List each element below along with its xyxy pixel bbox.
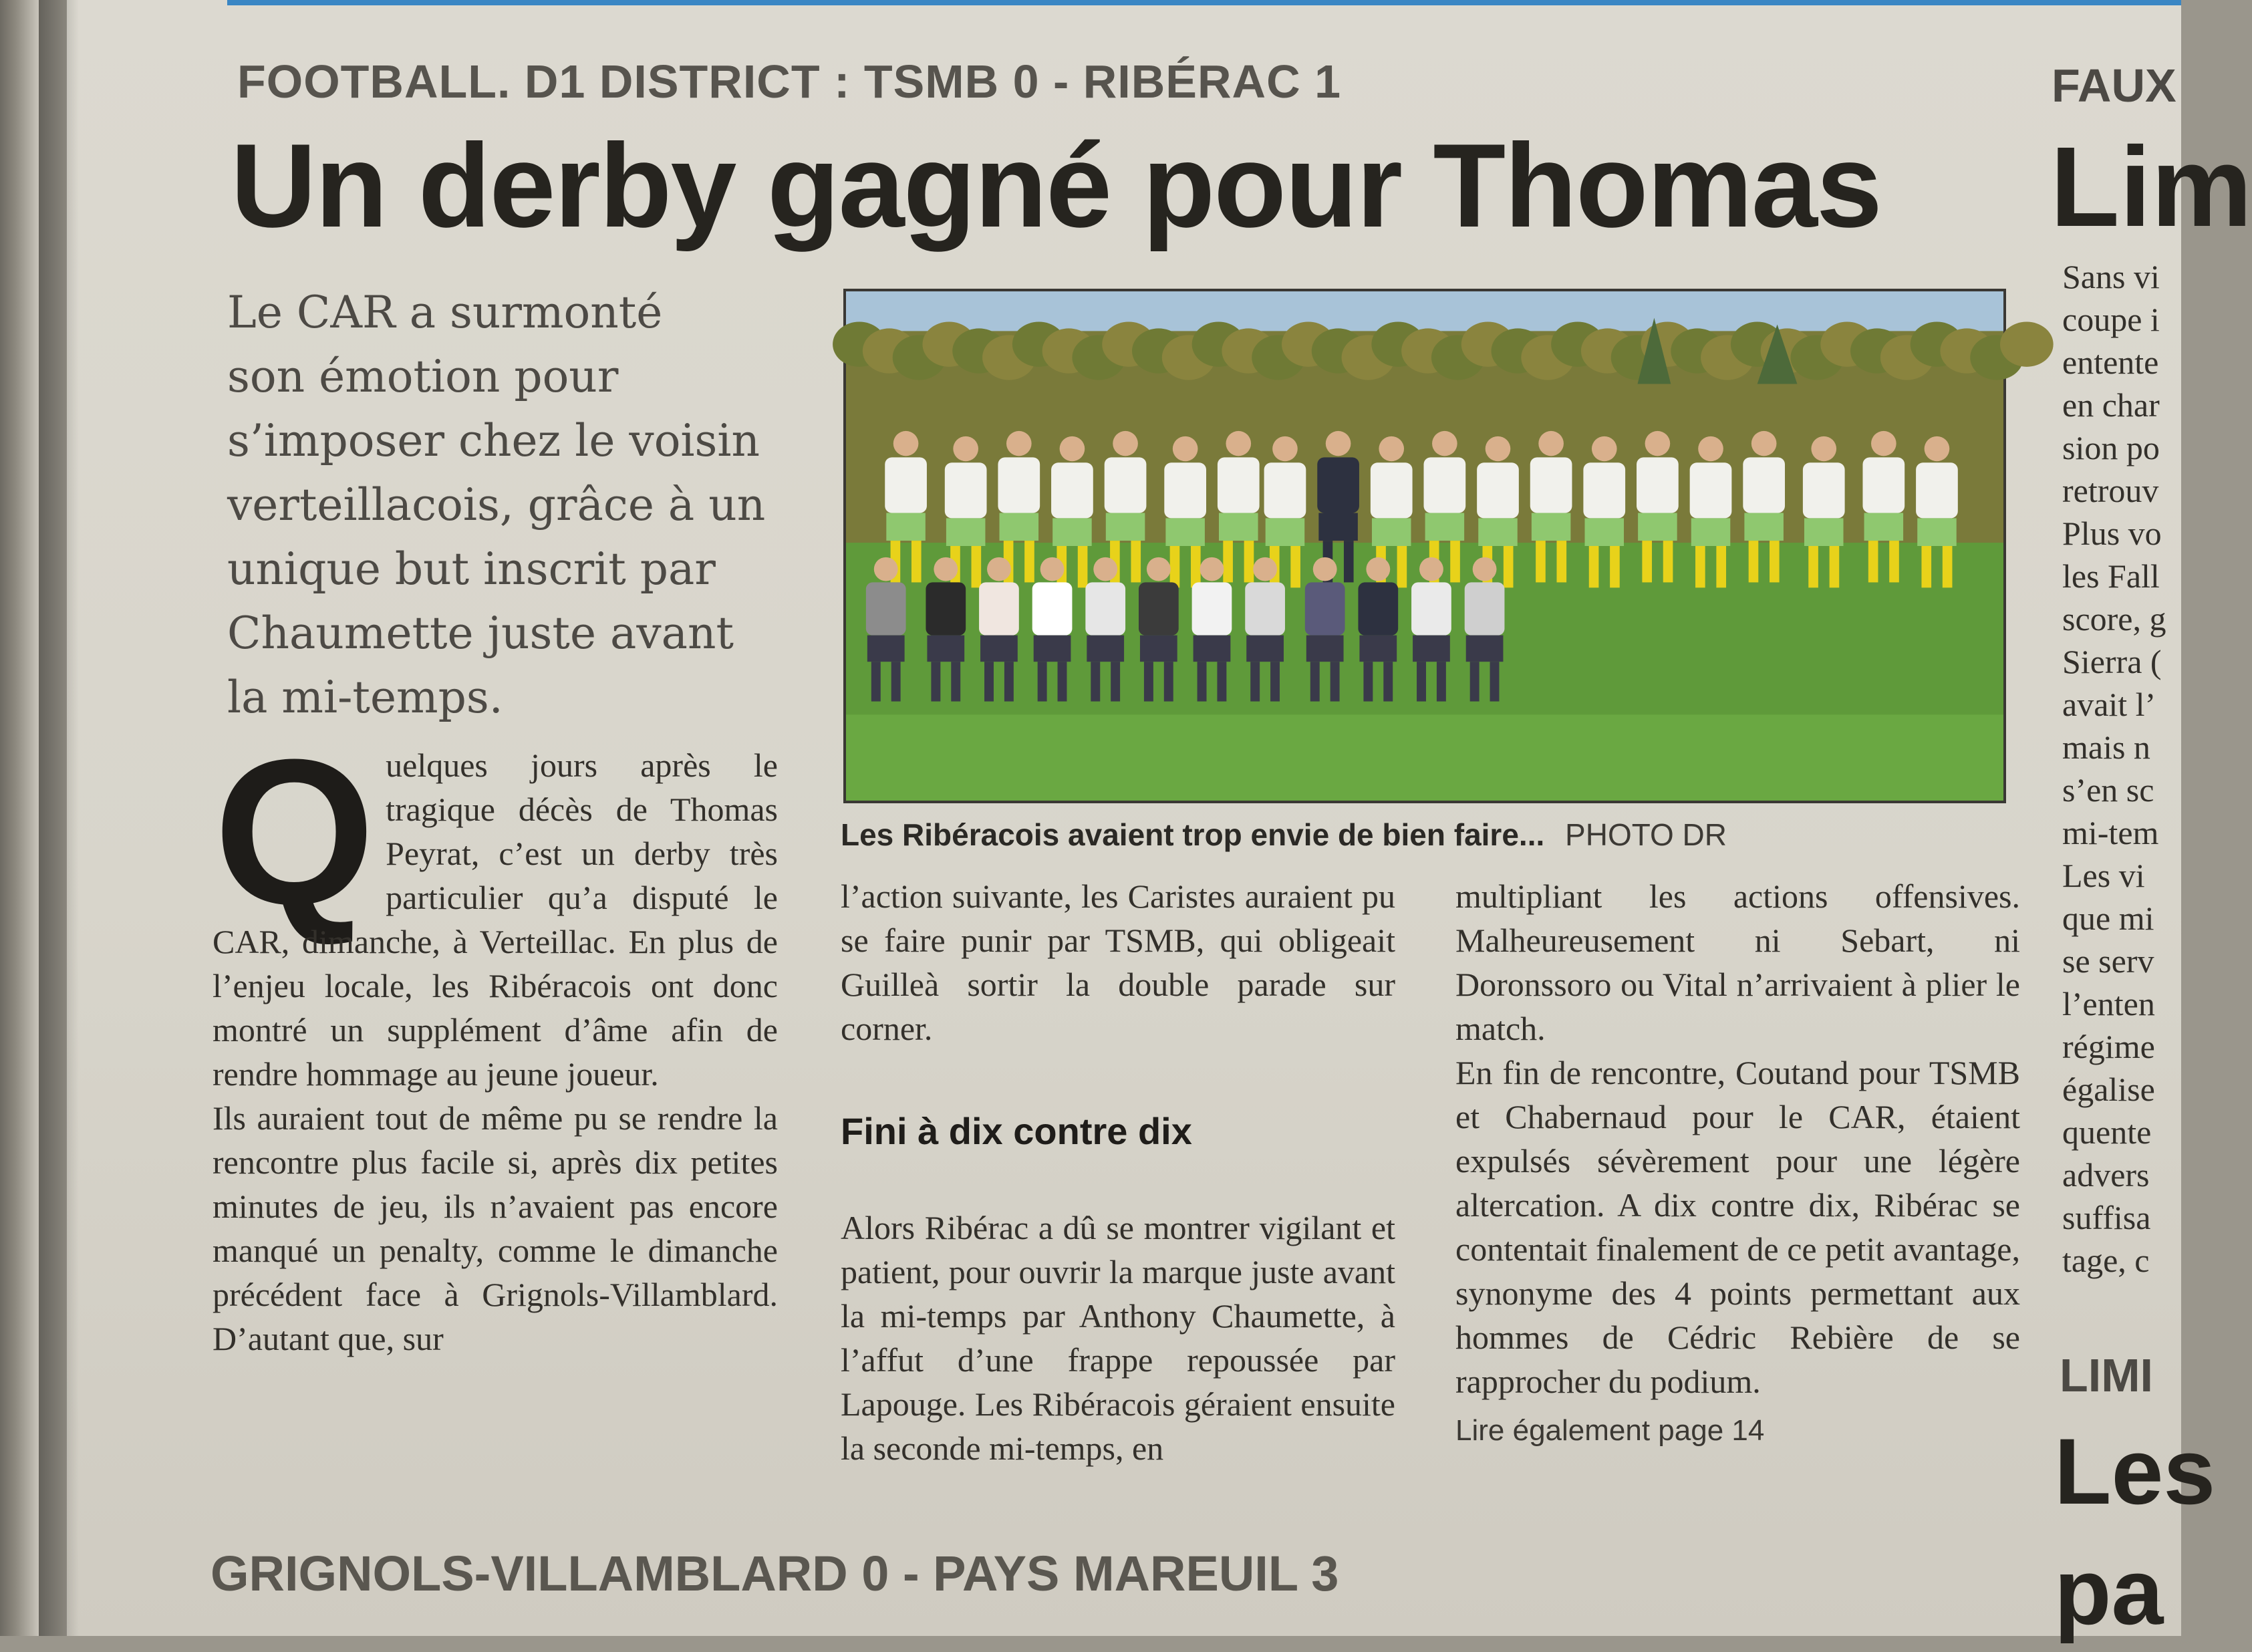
adjacent-kicker: FAUX bbox=[2052, 59, 2176, 112]
article-column-2 bbox=[841, 874, 1395, 1470]
photo-hedge-bush bbox=[2000, 322, 2054, 367]
player-front-jersey bbox=[1305, 582, 1345, 635]
player-front-jersey bbox=[1032, 582, 1073, 635]
player-front-head bbox=[1313, 557, 1337, 581]
player-back-head bbox=[1538, 431, 1564, 456]
player-front-head bbox=[934, 557, 958, 581]
player-back-shorts bbox=[1532, 513, 1571, 541]
player-back-shorts bbox=[1000, 513, 1039, 541]
team-photo-image bbox=[846, 291, 2003, 801]
player-back-shorts bbox=[886, 513, 926, 541]
adjacent-line: en char bbox=[2062, 386, 2160, 424]
player-front-head bbox=[1093, 557, 1117, 581]
player-front-jersey bbox=[1085, 582, 1125, 635]
player-back-jersey bbox=[1317, 457, 1359, 513]
player-front-sock bbox=[1091, 662, 1100, 701]
player-back-sock bbox=[1397, 546, 1407, 587]
adjacent-kicker-2: LIMI bbox=[2060, 1349, 2153, 1401]
player-back-shorts bbox=[1165, 518, 1205, 546]
player-front-shorts bbox=[1413, 636, 1450, 662]
player-front-shorts bbox=[1306, 636, 1344, 662]
player-front-jersey bbox=[1245, 582, 1285, 635]
player-back-shorts bbox=[1864, 513, 1904, 541]
player-front-shorts bbox=[1466, 636, 1504, 662]
player-back-sock bbox=[1589, 546, 1599, 587]
adjacent-line: avait l’ bbox=[2062, 686, 2156, 723]
player-front-jersey bbox=[1139, 582, 1179, 635]
photo-caption bbox=[841, 817, 1727, 853]
player-back-head bbox=[1272, 436, 1298, 461]
player-back-jersey bbox=[1164, 462, 1206, 518]
photo-credit: PHOTO DR bbox=[1565, 817, 1727, 852]
player-front-sock bbox=[984, 662, 994, 701]
photo-grass-front bbox=[846, 714, 2003, 801]
newspaper-fold bbox=[0, 0, 39, 1636]
player-back-head bbox=[1326, 431, 1351, 456]
player-front-shorts bbox=[1034, 636, 1071, 662]
article-kicker: FOOTBALL. D1 DISTRICT : TSMB 0 - RIBÉRAC 1 bbox=[237, 55, 1341, 108]
player-front-head bbox=[1366, 557, 1390, 581]
paragraph: En fin de rencontre, Coutand pour TSMB et Chabernaud pour le CAR, étaient expulsés sévèrement pour une légère altercation. A dix contre dix, Ribérac se contentait finalement de ce petit avantage, synonyme des 4 points permettant aux hommes de Cédric Rebière de se rapprocher du podium. bbox=[1455, 1054, 2020, 1400]
adjacent-line: score, g bbox=[2062, 600, 2166, 638]
player-front-sock bbox=[1164, 662, 1173, 701]
player-back-shorts bbox=[1584, 518, 1624, 546]
adjacent-line: se serv bbox=[2062, 942, 2154, 980]
adjacent-headline-2 bbox=[2054, 1411, 2215, 1652]
paragraph: Alors Ribérac a dû se montrer vigilant et patient, pour ouvrir la marque juste avant la mi-temps par Anthony Chaumette, à l’affut d’une frappe repoussée par Lapouge. Les Ribéracois géraient ensuite la seconde mi-temps, en bbox=[841, 1209, 1395, 1467]
fold-shadow bbox=[39, 0, 79, 1636]
top-rule bbox=[227, 0, 2181, 5]
adjacent-line: retrouv bbox=[2062, 472, 2159, 509]
player-back-jersey bbox=[1690, 462, 1732, 518]
player-back-shorts bbox=[1744, 513, 1784, 541]
adjacent-line: sion po bbox=[2062, 429, 2160, 466]
article-lead bbox=[227, 281, 785, 730]
player-front-shorts bbox=[1140, 636, 1177, 662]
player-front-head bbox=[1040, 557, 1065, 581]
adjacent-line: Sierra ( bbox=[2062, 643, 2162, 680]
player-back-jersey bbox=[1916, 462, 1958, 518]
player-front-sock bbox=[1144, 662, 1153, 701]
player-front-shorts bbox=[980, 636, 1018, 662]
player-back-sock bbox=[1749, 541, 1759, 582]
player-front-shorts bbox=[1193, 636, 1231, 662]
player-back-sock bbox=[1024, 541, 1034, 582]
lead-line: unique but inscrit par bbox=[227, 543, 716, 595]
player-front-shorts bbox=[867, 636, 905, 662]
adjacent-line: mais n bbox=[2062, 728, 2150, 766]
adjacent-line: mi-tem bbox=[2062, 814, 2159, 851]
player-back-head bbox=[1060, 436, 1085, 461]
player-front-sock bbox=[1058, 662, 1067, 701]
player-back-head bbox=[1379, 436, 1404, 461]
player-back-jersey bbox=[1583, 462, 1625, 518]
player-back-head bbox=[1645, 431, 1671, 456]
player-front-head bbox=[1253, 557, 1277, 581]
player-front-sock bbox=[871, 662, 881, 701]
player-back-sock bbox=[1131, 541, 1141, 582]
player-back-sock bbox=[1716, 546, 1726, 587]
adjacent-article bbox=[2050, 0, 2252, 1644]
player-back-sock bbox=[1244, 541, 1254, 582]
adjacent-line: entente bbox=[2062, 343, 2159, 381]
adjacent-line: coupe i bbox=[2062, 301, 2160, 338]
adjacent-line: quente bbox=[2062, 1113, 2152, 1151]
player-front-head bbox=[1147, 557, 1171, 581]
player-back-shorts bbox=[1691, 518, 1731, 546]
player-back-shorts bbox=[1052, 518, 1092, 546]
player-back-sock bbox=[1536, 541, 1546, 582]
player-back-sock bbox=[1921, 546, 1931, 587]
adjacent-line: Les vi bbox=[2062, 857, 2145, 894]
lead-line: son émotion pour bbox=[227, 351, 619, 402]
team-photo bbox=[843, 289, 2006, 803]
player-front-sock bbox=[951, 662, 960, 701]
lead-line: Chaumette juste avant bbox=[227, 607, 734, 659]
player-back-sock bbox=[1695, 546, 1705, 587]
player-front-jersey bbox=[866, 582, 906, 635]
player-back-sock bbox=[1344, 541, 1354, 582]
player-back-sock bbox=[1610, 546, 1620, 587]
player-front-head bbox=[1473, 557, 1497, 581]
player-front-jersey bbox=[1192, 582, 1232, 635]
player-front-sock bbox=[1111, 662, 1120, 701]
player-back-sock bbox=[1868, 541, 1878, 582]
player-front-sock bbox=[1417, 662, 1426, 701]
player-back-jersey bbox=[1424, 457, 1466, 513]
player-back-sock bbox=[1556, 541, 1566, 582]
player-back-shorts bbox=[1318, 513, 1358, 541]
player-front-sock bbox=[891, 662, 901, 701]
player-front-sock bbox=[1038, 662, 1047, 701]
player-front-head bbox=[1419, 557, 1443, 581]
player-back-shorts bbox=[1219, 513, 1258, 541]
player-front-sock bbox=[1490, 662, 1500, 701]
player-front-shorts bbox=[1246, 636, 1284, 662]
player-back-sock bbox=[1504, 546, 1514, 587]
player-front-sock bbox=[1004, 662, 1014, 701]
adjacent-line: Plus vo bbox=[2062, 515, 2162, 552]
player-back-shorts bbox=[1266, 518, 1305, 546]
lead-line: la mi-temps. bbox=[227, 672, 503, 723]
player-back-head bbox=[1925, 436, 1950, 461]
player-back-head bbox=[1592, 436, 1617, 461]
player-back-jersey bbox=[1051, 462, 1093, 518]
article-column-1 bbox=[213, 716, 778, 1361]
player-front-sock bbox=[1470, 662, 1480, 701]
player-back-head bbox=[1173, 436, 1198, 461]
player-back-shorts bbox=[946, 518, 986, 546]
adjacent-line: tage, c bbox=[2062, 1242, 2150, 1279]
player-front-head bbox=[987, 557, 1011, 581]
player-back-sock bbox=[1642, 541, 1652, 582]
player-back-shorts bbox=[1106, 513, 1145, 541]
player-back-sock bbox=[1830, 546, 1840, 587]
player-back-jersey bbox=[885, 457, 927, 513]
player-back-shorts bbox=[1372, 518, 1411, 546]
adjacent-line: régime bbox=[2062, 1028, 2155, 1065]
caption-text: Les Ribéracois avaient trop envie de bien faire... bbox=[841, 817, 1545, 852]
player-back-jersey bbox=[1803, 462, 1845, 518]
paragraph: l’action suivante, les Caristes auraient pu se faire punir par TSMB, qui obligeait Guilleà sortir la double parade sur corner. bbox=[841, 877, 1395, 1047]
player-back-head bbox=[1871, 431, 1896, 456]
player-back-head bbox=[1698, 436, 1723, 461]
lead-line: verteillacois, grâce à un bbox=[227, 479, 766, 531]
player-back-sock bbox=[1663, 541, 1673, 582]
adjacent-line: advers bbox=[2062, 1156, 2150, 1194]
player-front-sock bbox=[1383, 662, 1393, 701]
player-back-sock bbox=[1223, 541, 1233, 582]
player-back-head bbox=[953, 436, 978, 461]
player-back-sock bbox=[1943, 546, 1953, 587]
adjacent-line: Sans vi bbox=[2062, 258, 2160, 295]
adjacent-line: suffisa bbox=[2062, 1199, 2151, 1236]
player-back-jersey bbox=[1477, 462, 1519, 518]
player-front-head bbox=[874, 557, 898, 581]
adjacent-line: les Fall bbox=[2062, 557, 2160, 595]
player-front-sock bbox=[1270, 662, 1280, 701]
player-back-head bbox=[1113, 431, 1138, 456]
player-back-head bbox=[893, 431, 919, 456]
see-also-link: Lire également page 14 bbox=[1455, 1414, 1765, 1447]
player-back-head bbox=[1486, 436, 1511, 461]
lead-line: Le CAR a surmonté bbox=[227, 287, 663, 338]
adjacent-line: que mi bbox=[2062, 900, 2154, 937]
player-back-jersey bbox=[1105, 457, 1147, 513]
player-back-jersey bbox=[945, 462, 987, 518]
player-back-head bbox=[1751, 431, 1777, 456]
player-back-shorts bbox=[1425, 513, 1465, 541]
player-back-sock bbox=[972, 546, 982, 587]
paragraph: multipliant les actions offensives. Malheureusement ni Sebart, ni Doronssoro ou Vital n’arrivaient à plier le match. bbox=[1455, 877, 2020, 1047]
player-back-head bbox=[1811, 436, 1836, 461]
drop-cap: Q bbox=[214, 716, 376, 948]
player-front-sock bbox=[1363, 662, 1373, 701]
player-back-sock bbox=[1078, 546, 1088, 587]
adjacent-text bbox=[2062, 255, 2166, 1282]
player-back-sock bbox=[1290, 546, 1300, 587]
player-back-shorts bbox=[1638, 513, 1677, 541]
player-front-head bbox=[1200, 557, 1224, 581]
player-back-jersey bbox=[1371, 462, 1413, 518]
player-front-jersey bbox=[1411, 582, 1451, 635]
player-front-sock bbox=[1198, 662, 1207, 701]
player-front-shorts bbox=[927, 636, 964, 662]
player-front-sock bbox=[1310, 662, 1320, 701]
adjacent-headline-2-line: pa bbox=[2054, 1539, 2164, 1644]
player-back-head bbox=[1432, 431, 1457, 456]
adjacent-line: l’enten bbox=[2062, 985, 2155, 1022]
player-front-shorts bbox=[1359, 636, 1397, 662]
player-back-shorts bbox=[1478, 518, 1518, 546]
player-back-sock bbox=[1770, 541, 1780, 582]
article-column-3 bbox=[1455, 874, 2020, 1453]
next-article-headline: GRIGNOLS-VILLAMBLARD 0 - PAYS MAREUIL 3 bbox=[210, 1546, 1339, 1601]
player-back-jersey bbox=[1862, 457, 1905, 513]
article-headline: Un derby gagné pour Thomas bbox=[231, 119, 1881, 252]
player-front-jersey bbox=[1358, 582, 1398, 635]
player-back-shorts bbox=[1917, 518, 1957, 546]
player-back-jersey bbox=[1530, 457, 1572, 513]
adjacent-headline-2-line: Les bbox=[2054, 1419, 2216, 1524]
player-front-sock bbox=[931, 662, 940, 701]
adjacent-line: égalise bbox=[2062, 1071, 2155, 1108]
player-back-head bbox=[1006, 431, 1032, 456]
player-front-jersey bbox=[1465, 582, 1505, 635]
player-front-sock bbox=[1437, 662, 1446, 701]
player-back-sock bbox=[1170, 546, 1180, 587]
player-back-sock bbox=[1889, 541, 1899, 582]
player-back-sock bbox=[1191, 546, 1201, 587]
player-back-sock bbox=[1808, 546, 1818, 587]
lead-line: s’imposer chez le voisin bbox=[227, 415, 760, 466]
adjacent-line: s’en sc bbox=[2062, 771, 2154, 809]
player-back-jersey bbox=[1743, 457, 1785, 513]
player-back-shorts bbox=[1804, 518, 1844, 546]
player-back-jersey bbox=[998, 457, 1040, 513]
player-back-jersey bbox=[1637, 457, 1679, 513]
player-front-sock bbox=[1217, 662, 1226, 701]
player-back-sock bbox=[911, 541, 922, 582]
player-front-jersey bbox=[926, 582, 966, 635]
player-front-jersey bbox=[979, 582, 1019, 635]
player-front-sock bbox=[1250, 662, 1260, 701]
player-back-jersey bbox=[1264, 462, 1306, 518]
player-back-jersey bbox=[1218, 457, 1260, 513]
paragraph: uelques jours après le tragique décès de Thomas Peyrat, c’est un derby très particulier qu’a disputé le CAR, dimanche, à Verteillac. En plus de l’enjeu locale, les Ribéracois ont donc montré un supplément d’âme afin de rendre hommage au jeune joueur. bbox=[213, 746, 778, 1093]
player-back-sock bbox=[1450, 541, 1460, 582]
paragraph: Ils auraient tout de même pu se rendre la rencontre plus facile si, après dix petites minutes de jeu, ils n’avaient pas encore manqué un penalty, comme le dimanche précédent face à Grignols-Villamblard. D’autant que, sur bbox=[213, 1099, 778, 1357]
player-front-sock bbox=[1330, 662, 1340, 701]
player-back-head bbox=[1226, 431, 1251, 456]
article-subhead: Fini à dix contre dix bbox=[841, 1110, 1192, 1152]
player-front-shorts bbox=[1087, 636, 1124, 662]
adjacent-headline: Lim bbox=[2050, 124, 2252, 251]
